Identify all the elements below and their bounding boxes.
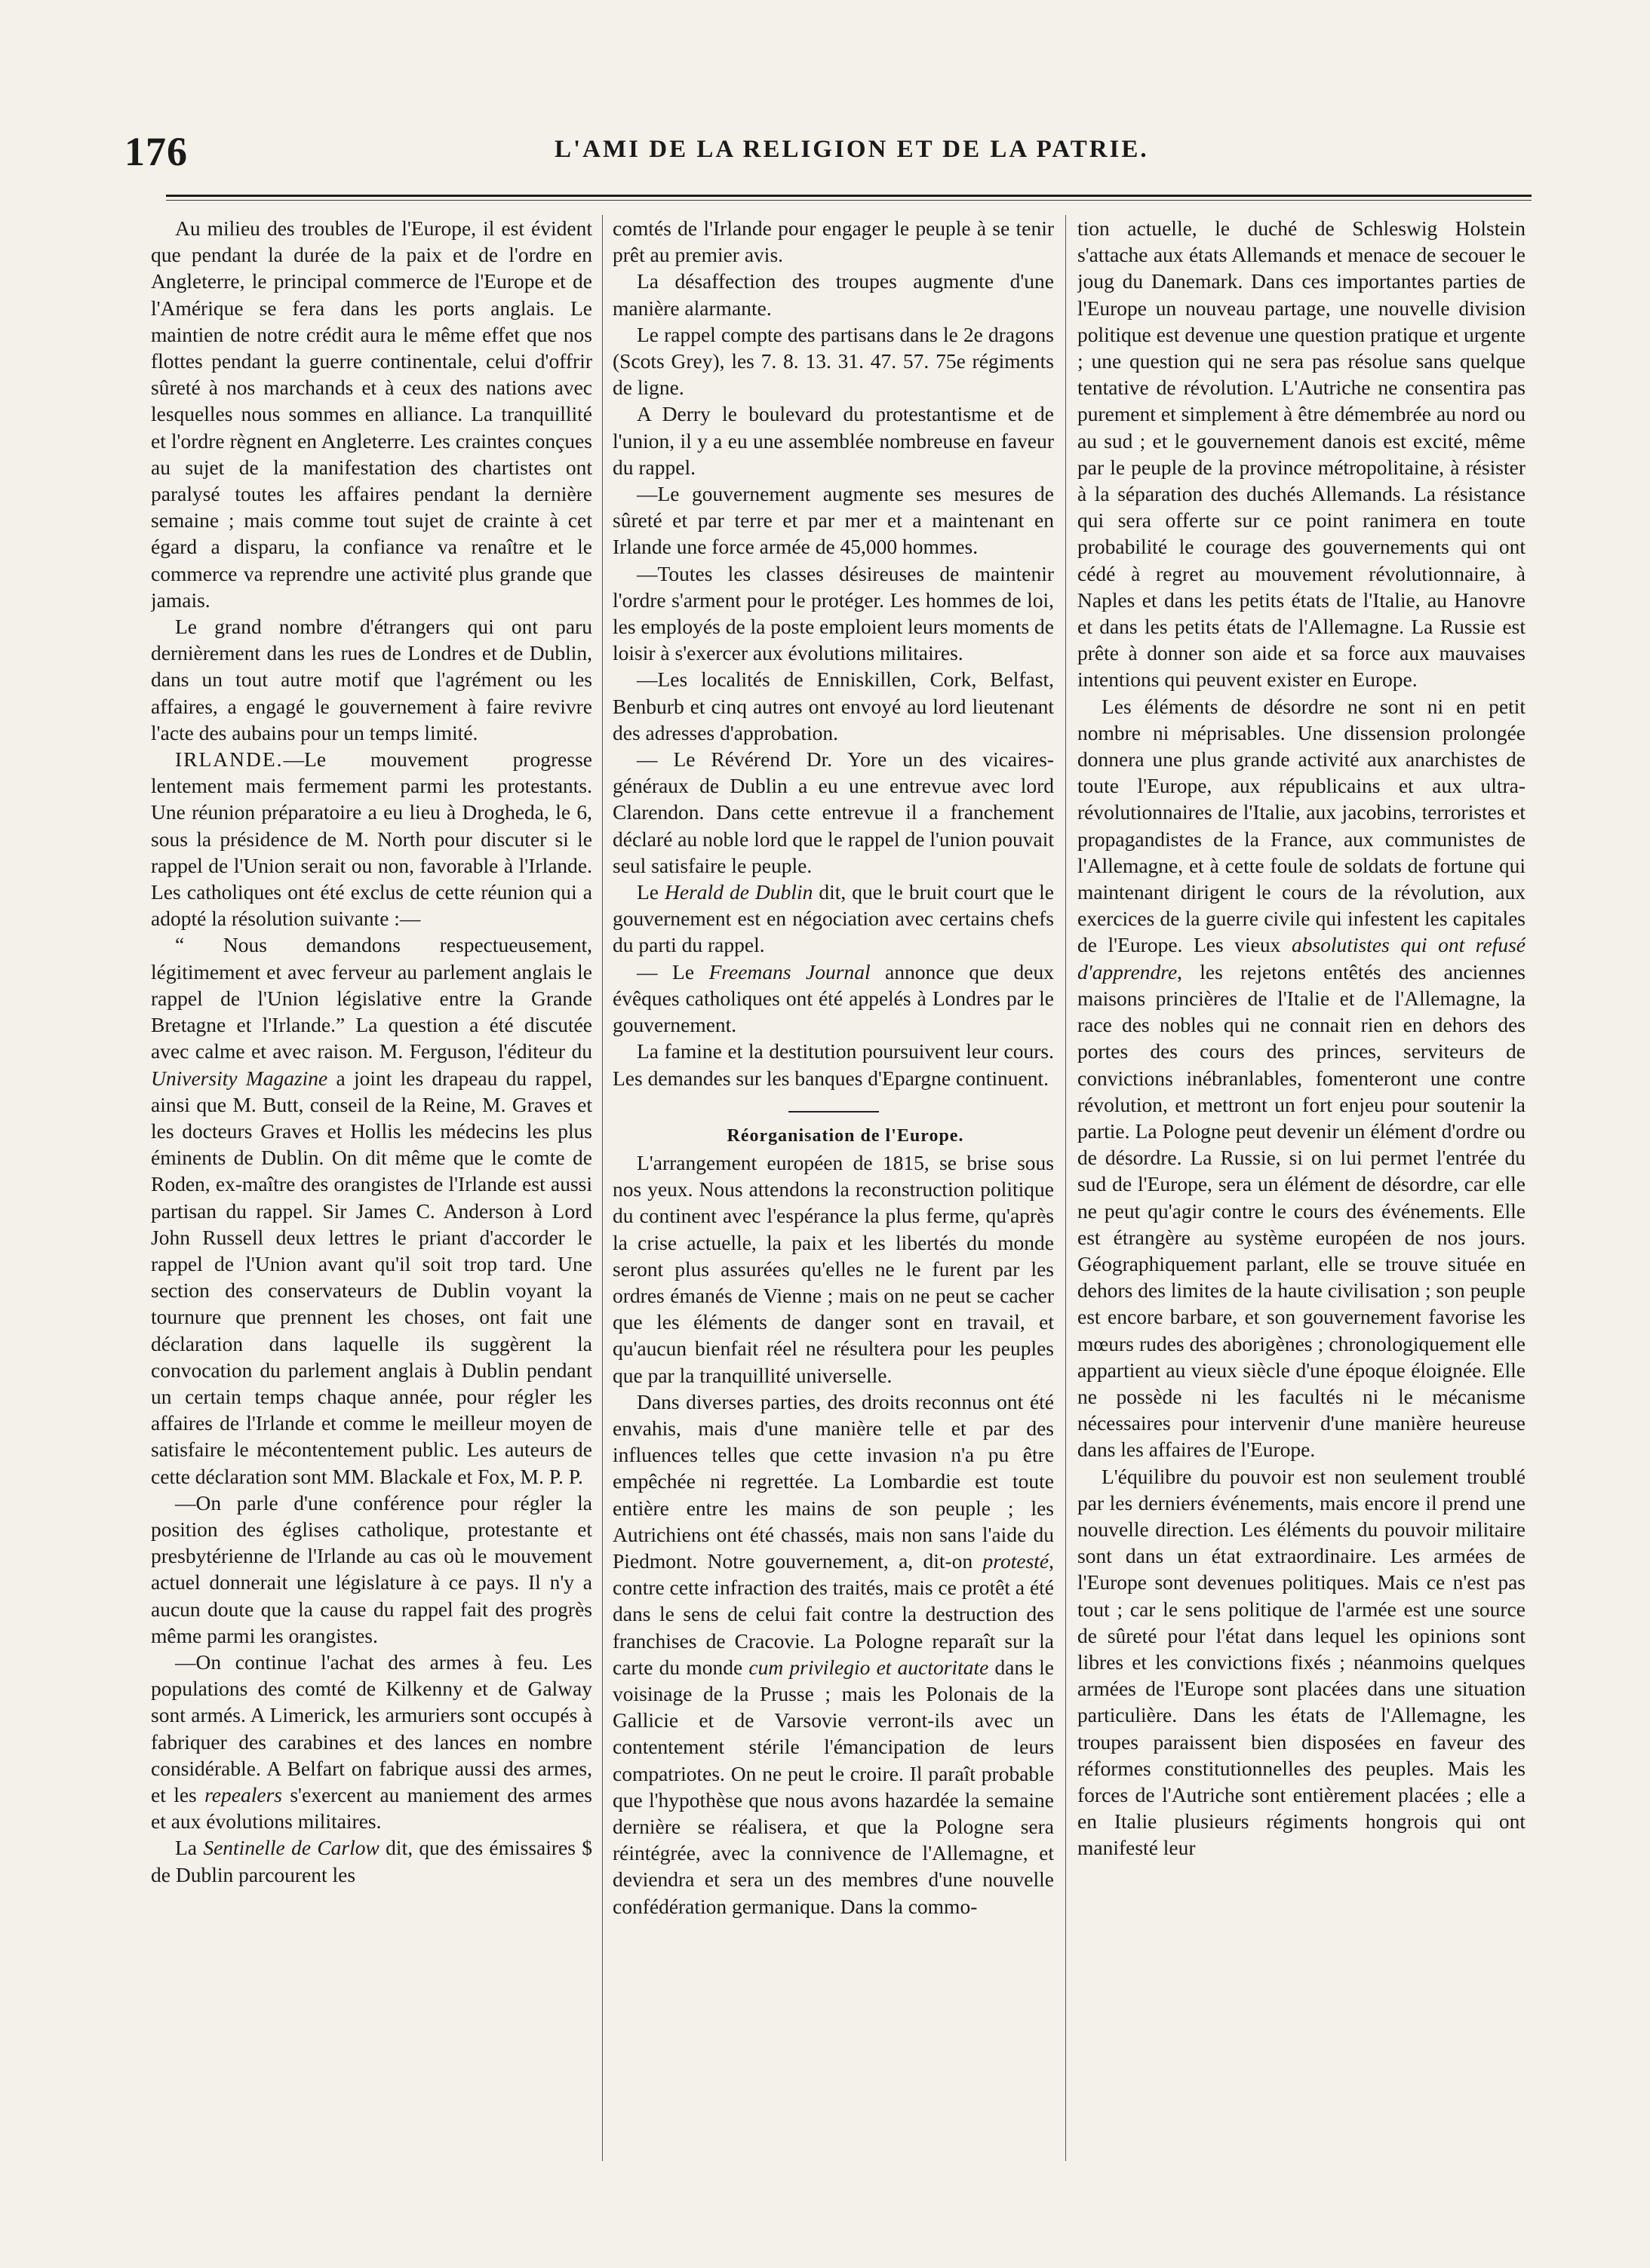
paragraph: —Toutes les classes désireuses de maintenir l'ordre s'arment pour le protéger. Les hommes de loi, les employés de la poste emploient leurs moments de loisir à s'exercer aux évolutions militaires. xyxy=(613,561,1054,665)
paragraph-text: annonce que deux évêques catholiques ont été appelés à Londres par le gouvernement. xyxy=(613,959,1054,1037)
header-rule-thin xyxy=(166,200,1532,201)
italic-term: repealers xyxy=(204,1782,282,1806)
paragraph: Le rappel compte des partisans dans le 2e dragons (Scots Grey), les 7. 8. 13. 31. 47. 57. 75e régiments de ligne. xyxy=(613,322,1054,400)
paragraph: L'équilibre du pouvoir est non seulement troublé par les derniers événements, mais encore il prend une nouvelle direction. Les éléments du pouvoir militaire sont dans un état extraordinaire. Les armées de l'Europe sont devenues politiques. Mais ce n'est pas tout ; car le sens politique de l'armée est une source de sûreté pour l'état dans lequel les opinions sont libres et les convictions fixés ; néanmoins quelques armées de l'Europe sont placées dans une situation particulière. Dans les états de l'Allemagne, les troupes paraissent bien disposées en faveur des réformes constitutionnelles des peuples. Mais les forces de l'Autriche sont entièrement placées ; elle a en Italie plusieurs régiments hongrois qui ont manifesté leur xyxy=(1077,1464,1526,1860)
paragraph-text: , contre cette infraction des traités, mais ce protêt a été dans le sens de celui fait contre la destruction des franchises de Cracovie. La Pologne reparaît sur la carte du monde xyxy=(613,1548,1054,1679)
paragraph xyxy=(613,1389,1054,1920)
column-1 xyxy=(151,215,592,2191)
paragraph xyxy=(151,1834,592,1887)
paragraph-text: —On continue l'achat des armes à feu. Les populations des comté de Kilkenny et de Galway sont armés. A Limerick, les armuriers sont occupés à fabriquer des carabines et des lances en nombre considérable. A Belfart on fabrique aussi des armes, et les xyxy=(151,1650,592,1806)
italic-title: Herald de Dublin xyxy=(665,880,813,904)
header-rule xyxy=(166,195,1532,197)
paragraph-text: dit, que des émissaires $ de Dublin parcourent les xyxy=(151,1836,592,1886)
paragraph-text: s'exercent au maniement des armes et aux évolutions militaires. xyxy=(151,1782,592,1834)
paragraph-text: — Le xyxy=(637,959,709,984)
italic-title: Sentinelle de Carlow xyxy=(203,1836,379,1860)
italic-title: Freemans Journal xyxy=(708,959,871,984)
paragraph: La famine et la destitution poursuivent leur cours. Les demandes sur les banques d'Epargne continuent. xyxy=(613,1039,1054,1090)
section-divider xyxy=(788,1111,879,1113)
paragraph: L'arrangement européen de 1815, se brise sous nos yeux. Nous attendons la reconstruction politique du continent avec l'espérance la plus ferme, qu'après la crise actuelle, la paix et les libertés du monde seront plus assurées qu'elles ne le furent par les ordres émanés de Vienne ; mais on ne peut se cacher que les éléments de danger sont en travail, et qu'aucun bienfait réel ne résultera pour les peuples que par la tranquillité universelle. xyxy=(613,1150,1054,1387)
paragraph-text: “ Nous demandons respectueusement, légitimement et avec ferveur au parlement anglais le rappel de l'Union législative entre la Grande Bretagne et l'Irlande.” La question a été discutée avec calme et avec raison. M. Ferguson, l'éditeur du xyxy=(151,933,592,1063)
column-3 xyxy=(1077,215,1526,2191)
paragraph-text: Dans diverses parties, des droits reconnus ont été envahis, mais d'une manière telle et par des influences telles que cette invasion n'a pu être empêchée ni regrettée. La Lombardie est toute entière entre les mains de son peuple ; les Autrichiens ont été chassés, mais non sans l'aide du Piedmont. Notre gouvernement, a, dit-on xyxy=(613,1389,1054,1573)
paragraph xyxy=(151,1649,592,1834)
paragraph: A Derry le boulevard du protestantisme et de l'union, il y a eu une assemblée nombreuse en faveur du rappel. xyxy=(613,402,1054,479)
paragraph: La désaffection des troupes augmente d'une manière alarmante. xyxy=(613,269,1054,320)
paragraph: comtés de l'Irlande pour engager le peuple à se tenir prêt au premier avis. xyxy=(613,216,1054,267)
paragraph-text: Les éléments de désordre ne sont ni en petit nombre ni méprisables. Une dissension prolongée donnera une plus grande activité aux anarchistes de toute l'Europe, aux républicains et aux ultra-révolutionnaires de l'Italie, aux jacobins, terroristes et propagandistes de la France, aux communistes de l'Allemagne, et à cette foule de soldats de fortune qui maintenant dirigent le cours de la révolution, aux exercices de la guerre civile qui infestent les capitales de l'Europe. Les vieux xyxy=(1077,694,1526,957)
italic-term: protesté xyxy=(982,1548,1049,1573)
journal-title: L'AMI DE LA RELIGION ET DE LA PATRIE. xyxy=(555,136,1149,163)
paragraph: —Les localités de Enniskillen, Cork, Belfast, Benburb et cinq autres ont envoyé au lord lieutenant des adresses d'approbation. xyxy=(613,668,1054,744)
italic-title: University Magazine xyxy=(151,1066,328,1090)
italic-phrase: absolutistes qui ont refusé d'apprendre xyxy=(1077,933,1526,984)
italic-term: cum privilegio et auctoritate xyxy=(748,1655,989,1679)
paragraph xyxy=(1077,693,1526,1463)
column-divider xyxy=(602,215,603,2161)
paragraph-text: a joint les drapeau du rappel, ainsi que M. Butt, conseil de la Reine, M. Graves et les docteurs Graves et Hollis les médecins les plus éminents de Dublin. On dit même que le comte de Roden, ex-maître des orangistes de l'Irlande est aussi partisan du rappel. Sir James C. Anderson à Lord John Russell deux lettres le priant d'accorder le rappel de l'Union avant qu'il soit trop tard. Une section des conservateurs de Dublin voyant la tournure que prennent les choses, ont fait une déclaration dans laquelle ils suggèrent la convocation du parlement anglais à Dublin pendant un certain temps chaque année, pour régler les affaires de l'Irlande et comme le meilleur moyen de satisfaire le mécontentement public. Les auteurs de cette déclaration sont MM. Blackale et Fox, M. P. P. xyxy=(151,1066,592,1488)
paragraph xyxy=(613,879,1054,959)
paragraph: Le grand nombre d'étrangers qui ont paru dernièrement dans les rues de Londres et de Dublin, dans un tout autre motif que l'agrément ou les affaires, a engagé le gouvernement à faire revivre l'acte des aubains pour un temps limité. xyxy=(151,615,592,744)
column-divider xyxy=(1065,215,1066,2161)
paragraph: Au milieu des troubles de l'Europe, il est évident que pendant la durée de la paix et de l'ordre en Angleterre, le principal commerce de l'Europe et de l'Amérique se fera dans les ports anglais. Le maintien de notre crédit aura le même effet que nos flottes pendant la guerre continentale, celui d'offrir sûreté à nos marchands et à ceux des nations avec lesquelles nous sommes en alliance. La tranquillité et l'ordre règnent en Angleterre. Les craintes conçues au sujet de la manifestation des chartistes ont paralysé toutes les affaires pendant la dernière semaine ; mais comme tout sujet de crainte à cet égard a disparu, la confiance va renaître et le commerce va reprendre une activité plus grande que jamais. xyxy=(151,216,592,612)
section-title: Réorganisation de l'Europe. xyxy=(727,1125,964,1146)
section-lead-irlande: IRLANDE. xyxy=(175,747,284,772)
paragraph-text: —Le mouvement progresse lentement mais fermement parmi les protestants. Une réunion préparatoire a eu lieu à Drogheda, le 6, sous la présidence de M. North pour discuter si le rappel de l'Union serait ou non, favorable à l'Irlande. Les catholiques ont été exclus de cette réunion qui a adopté la résolution suivante :— xyxy=(151,747,592,931)
paragraph-text: La xyxy=(175,1836,204,1860)
paragraph-text: Le xyxy=(637,880,665,904)
paragraph: —Le gouvernement augmente ses mesures de sûreté et par terre et par mer et a maintenant en Irlande une force armée de 45,000 hommes. xyxy=(613,482,1054,559)
paragraph-text: dit, que le bruit court que le gouvernement est en négociation avec certains chefs du parti du rappel. xyxy=(613,880,1054,957)
paragraph xyxy=(151,746,592,931)
paragraph: tion actuelle, le duché de Schleswig Holstein s'attache aux états Allemands et menace de secouer le joug du Danemark. Dans ces importantes parties de l'Europe un nouveau partage, une nouvelle division politique est devenue une question pratique et urgente ; une question qui ne sera pas résolue sans quelque tentative de révolution. L'Autriche ne consentira pas purement et simplement à être démembrée au nord ou au sud ; et le gouvernement danois est excité, même par le peuple de la province métropolitaine, à résister à la séparation des duchés Allemands. La résistance qui sera offerte sur ce point ranimera en toute probabilité le courage des gouvernements qui ont cédé à regret au mouvement révolutionnaire, à Naples et dans les petits états de l'Italie, au Hanovre et dans les petits états de l'Allemagne. La Russie est prête à donner son aide et sa force aux mauvaises intentions qui peuvent exister en Europe. xyxy=(1077,216,1526,692)
column-2 xyxy=(613,215,1054,2191)
paragraph: —On parle d'une conférence pour régler la position des églises catholique, protestante et presbytérienne de l'Irlande au cas où le mouvement actuel donnerait une législature à ce pays. Il n'y a aucun doute que la cause du rappel fait des progrès même parmi les orangistes. xyxy=(151,1490,592,1647)
paragraph-text: , les rejetons entêtés des anciennes maisons princières de l'Italie et de l'Allemagne, la race des nobles qui ne connait rien en dehors des portes des cours des princes, serviteurs de convictions inébranlables, fomenteront une contre révolution, et mettront un fort enjeu pour soutenir la partie. La Pologne peut devenir un élément d'ordre ou de désordre. La Russie, si on lui permet l'entrée du sud de l'Europe, sera un élément de désordre, car elle ne peut qu'agir contre le cours des événements. Elle est étrangère au système européen de nos jours. Géographiquement parlant, elle se trouve située en dehors des limites de la haute civilisation ; son peuple est encore barbare, et son gouvernement favorise les mœurs rudes des aborigènes ; chronologiquement elle appartient au vieux siècle d'une époque éloignée. Elle ne possède ni les facultés ni le mécanisme nécessaires pour intervenir d'une manière heureuse dans les affaires de l'Europe. xyxy=(1077,959,1526,1462)
paragraph xyxy=(613,959,1054,1039)
paragraph: — Le Révérend Dr. Yore un des vicaires-généraux de Dublin a eu une entrevue avec lord Clarendon. Dans cette entrevue il a franchement déclaré au noble lord que le rappel de l'union pouvait seul satisfaire le peuple. xyxy=(613,747,1054,877)
page-header xyxy=(124,128,1535,189)
paragraph xyxy=(151,931,592,1489)
page-number: 176 xyxy=(124,129,188,174)
paragraph-text: dans le voisinage de la Prusse ; mais les Polonais de la Gallicie et de Varsovie verront-ils avec un contentement stérile l'émancipation de leurs compatriotes. On ne peut le croire. Il paraît probable que l'hypothèse que nous avons hazardée la semaine dernière se réalisera, et que la Pologne sera réintégrée, avec la connivence de l'Allemagne, et deviendra et sera un des membres d'une nouvelle confédération germanique. Dans la commo- xyxy=(613,1655,1054,1918)
